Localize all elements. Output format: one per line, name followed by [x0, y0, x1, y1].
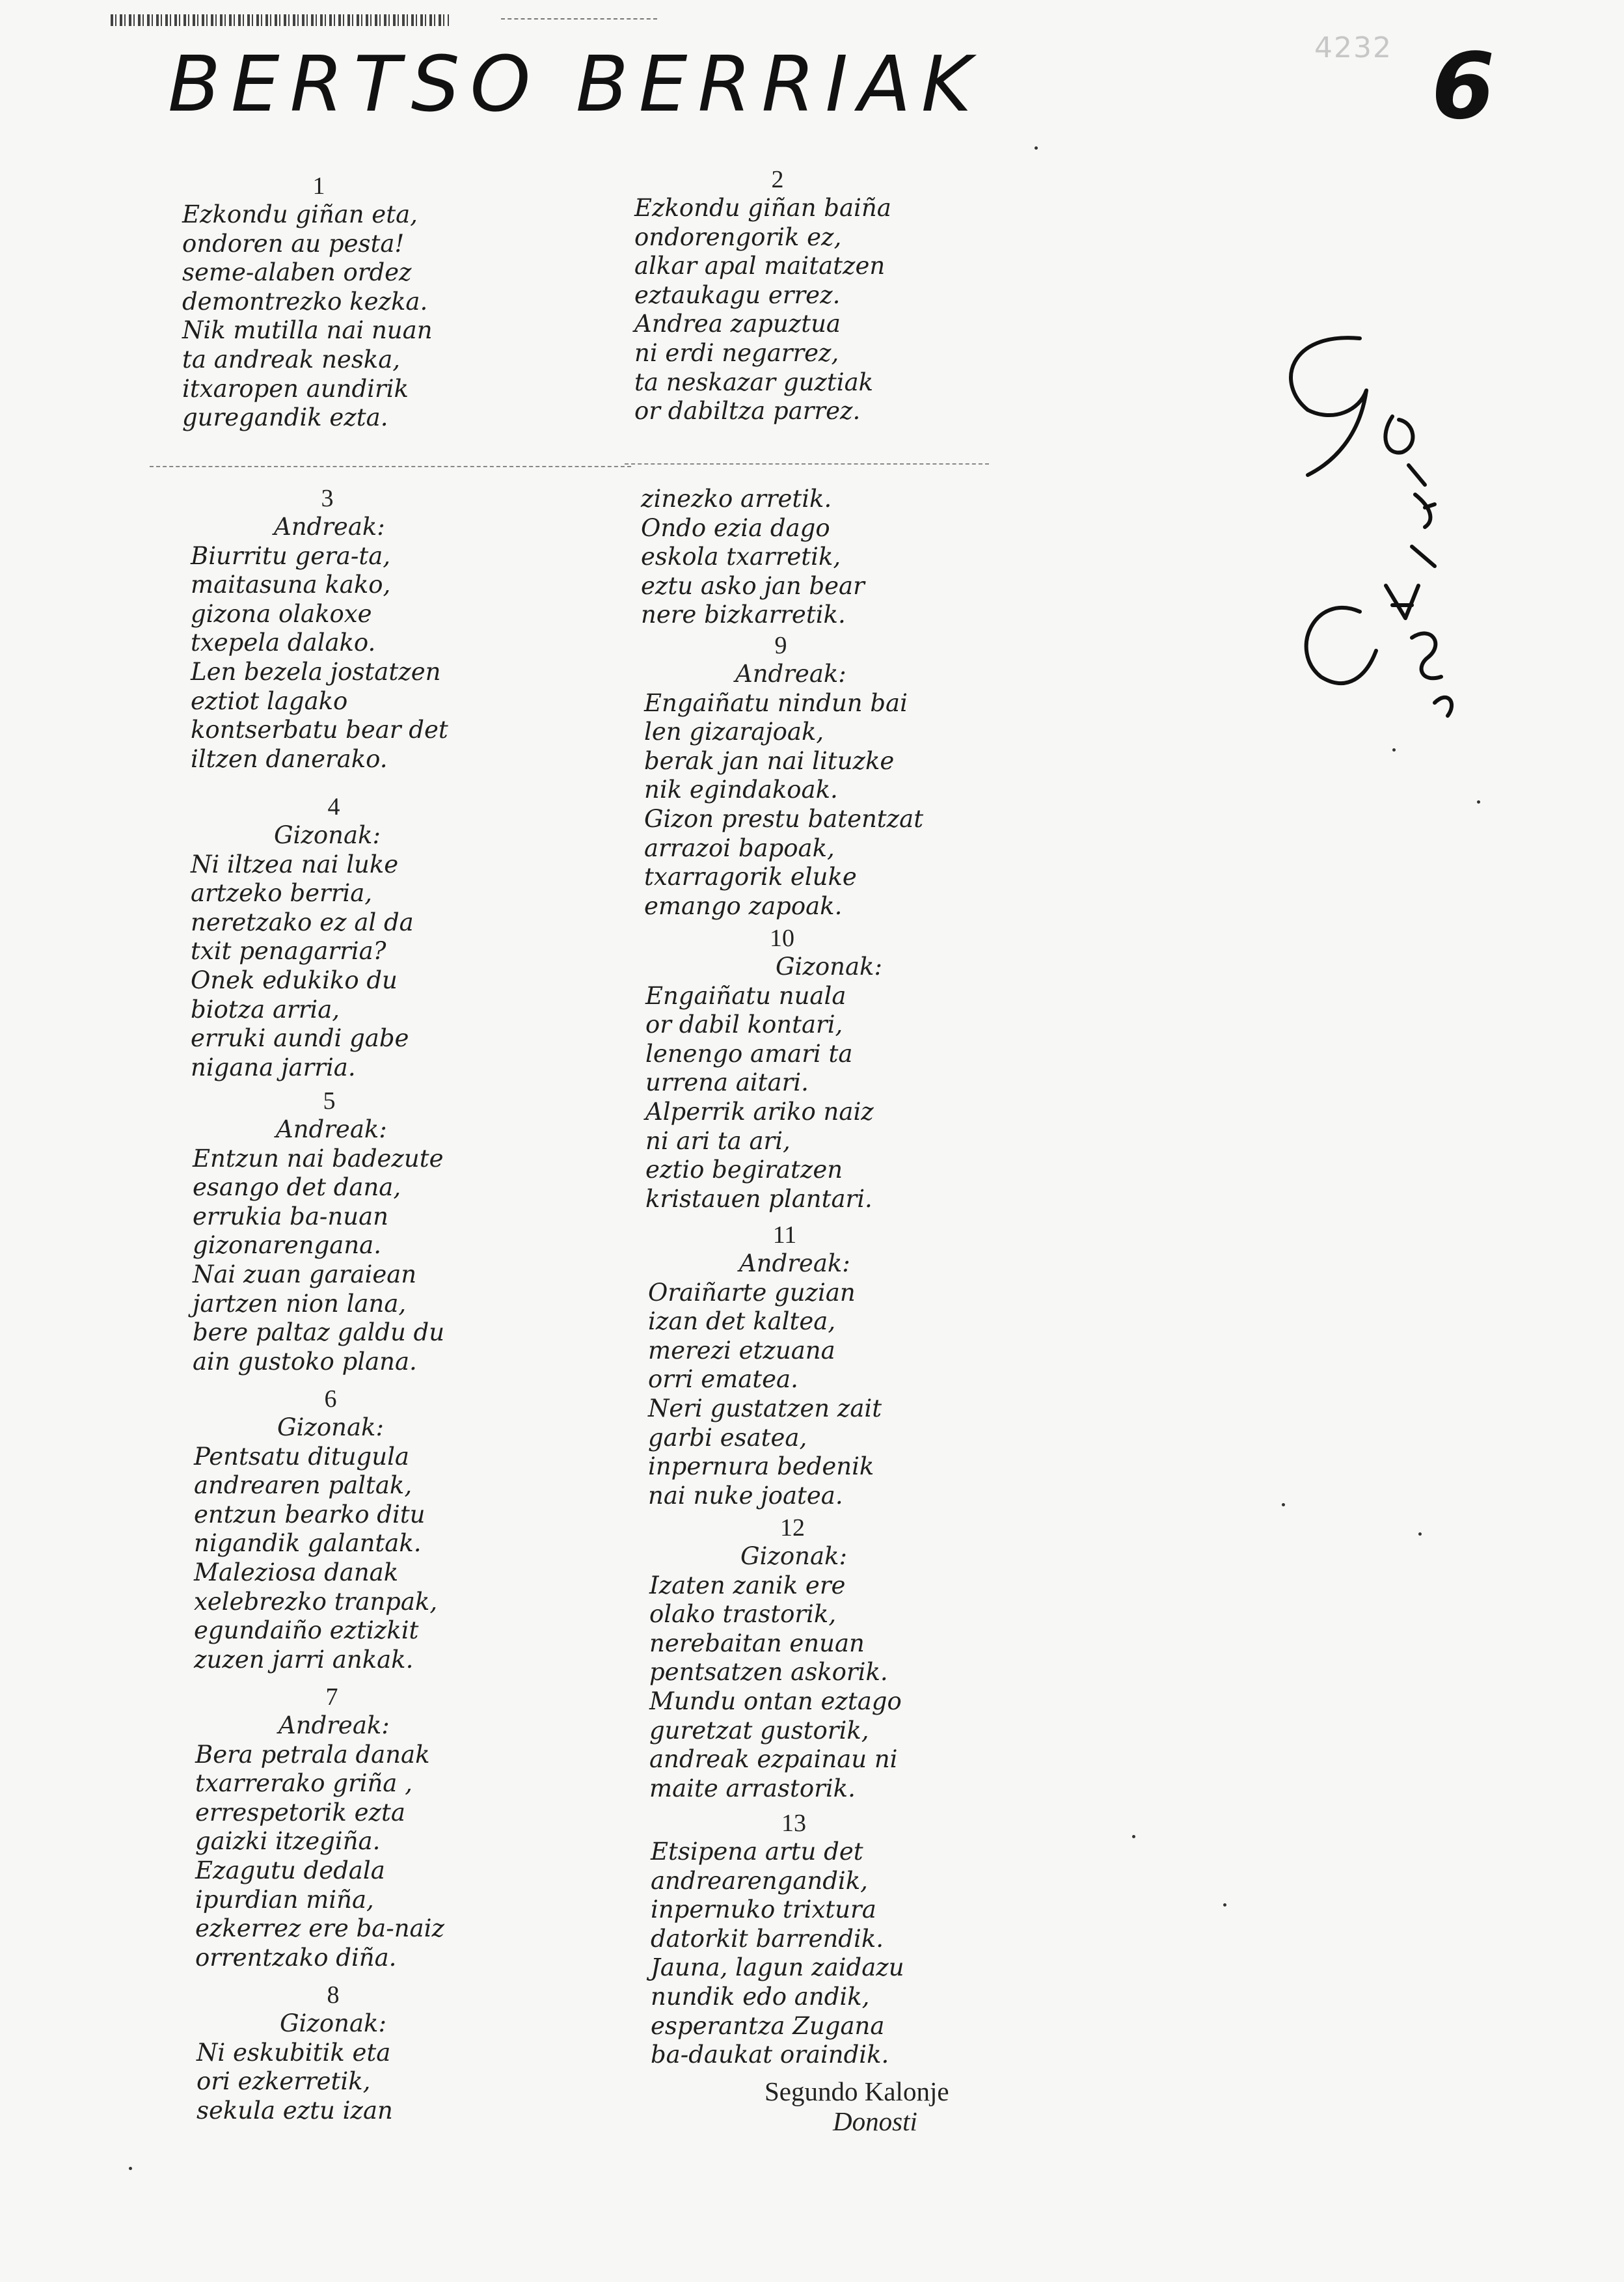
stanza-lines: [645, 982, 919, 1214]
verse-line: Pentsatu ditugula: [194, 1442, 409, 1471]
verse-line: sekula eztu izan: [196, 2096, 393, 2125]
stanza-number: 6: [324, 1385, 337, 1413]
verse-line: iltzen danerako.: [191, 744, 388, 773]
paper-speck: [1418, 1532, 1422, 1536]
paper-speck: [1223, 1903, 1226, 1907]
verse-line: nai nuke joatea.: [648, 1481, 843, 1510]
stanza-number: 13: [781, 1810, 806, 1837]
verse-line: Andrea zapuztua: [634, 310, 841, 338]
verse-line: txarragorik eluke: [644, 863, 857, 891]
stanza-number: 1: [312, 172, 325, 200]
verse-line: datorkit barrendik.: [651, 1924, 884, 1953]
verse-line: Onek edukiko du: [191, 966, 398, 994]
speaker-label: Gizonak:: [776, 953, 882, 981]
verse-line: maite arrastorik.: [649, 1774, 856, 1802]
verse-line: inpernuko trixtura: [651, 1895, 876, 1924]
verse-line: gaizki itzegiña.: [195, 1827, 381, 1856]
verse-line: biotza arria,: [191, 995, 340, 1024]
stanza-number: 11: [772, 1221, 797, 1249]
speaker-label: Gizonak:: [277, 1413, 384, 1441]
verse-line: eztu asko jan bear: [641, 571, 865, 600]
stanza-lines: [641, 485, 865, 630]
verse-line: erruki aundi gabe: [191, 1024, 409, 1053]
speaker-label: Andreak:: [739, 1249, 850, 1277]
speaker-label: Gizonak:: [280, 2009, 386, 2037]
stanza-lines: [648, 1279, 921, 1511]
verse-line: kristauen plantari.: [645, 1184, 873, 1213]
verse-line: Ezkondu giñan eta,: [182, 200, 418, 228]
verse-line: xelebrezko tranpak,: [194, 1587, 438, 1616]
verse-line: eztiot lagako: [191, 686, 348, 715]
verse-line: inpernura bedenik: [648, 1452, 874, 1481]
verse-line: Neri gustatzen zait: [648, 1394, 882, 1422]
verse-line: kontserbatu bear det: [191, 716, 448, 744]
verse-line: demontrezko kezka.: [182, 287, 428, 316]
verse-line: andreak ezpainau ni: [649, 1745, 898, 1774]
stanza-lines: [191, 850, 477, 1083]
verse-line: orrentzako diña.: [195, 1943, 397, 1972]
verse-line: merezi etzuana: [648, 1336, 835, 1365]
stanza-lines: [651, 1838, 937, 2070]
stanza-continuation: [641, 485, 865, 630]
verse-line: guregandik ezta.: [182, 403, 388, 432]
stanza-lines: [194, 1443, 467, 1675]
verse-line: errespetorik ezta: [195, 1798, 405, 1827]
speaker-label: Gizonak:: [274, 821, 381, 849]
verse-line: Ezagutu dedala: [195, 1856, 385, 1884]
verse-line: nundik edo andik,: [651, 1982, 870, 2011]
verse-line: itxaropen aundirik: [182, 374, 409, 403]
verse-line: garbi esatea,: [648, 1423, 807, 1452]
stanza: [182, 172, 455, 433]
verse-line: Nik mutilla nai nuan: [182, 316, 433, 345]
paper-speck: [1392, 748, 1396, 752]
verse-line: arrazoi bapoak,: [644, 834, 835, 862]
stanza-lines: [644, 689, 923, 921]
verse-line: Ezkondu giñan baiña: [634, 194, 891, 222]
stanza-number: 9: [774, 632, 787, 659]
verse-line: urrena aitari.: [645, 1068, 809, 1097]
top-dash-line: [501, 18, 657, 20]
verse-line: izan det kaltea,: [648, 1307, 836, 1336]
verse-line: gizonarengana.: [193, 1231, 381, 1260]
stanza: [195, 1683, 468, 1972]
verse-line: nigana jarria.: [191, 1053, 356, 1081]
verse-line: egundaiño eztizkit: [194, 1616, 419, 1645]
paper-speck: [1035, 146, 1038, 150]
verse-line: errukia ba-nuan: [193, 1202, 388, 1230]
verse-line: zuzen jarri ankak.: [194, 1645, 414, 1674]
verse-line: txit penagarria?: [191, 937, 386, 966]
verse-line: artzeko berria,: [191, 879, 373, 908]
verse-line: esango det dana,: [193, 1173, 401, 1202]
verse-line: olako trastorik,: [649, 1600, 837, 1629]
verse-line: Ni iltzea nai luke: [191, 850, 399, 878]
verse-line: Len bezela jostatzen: [191, 657, 441, 686]
stanza-number: 5: [323, 1087, 336, 1115]
verse-line: emango zapoak.: [644, 891, 843, 920]
verse-line: zinezko arretik.: [641, 485, 832, 513]
stanza-lines: [195, 1741, 468, 1973]
stanza-lines: [182, 200, 455, 433]
verse-line: len gizarajoak,: [644, 718, 824, 746]
stanza-number: 7: [325, 1683, 338, 1711]
verse-line: Ni eskubitik eta: [196, 2038, 391, 2067]
stanza-lines: [193, 1145, 466, 1377]
stanza: [644, 631, 923, 921]
barcode-strip: [111, 14, 449, 26]
verse-line: or dabil kontari,: [645, 1011, 843, 1039]
verse-line: ba-daukat oraindik.: [651, 2041, 889, 2069]
stanza-lines: [196, 2039, 470, 2126]
paper-speck: [1282, 1503, 1285, 1506]
verse-line: ta andreak neska,: [182, 345, 401, 374]
stanza: [193, 1087, 466, 1376]
verse-line: or dabiltza parrez.: [634, 397, 861, 426]
verse-line: neretzako ez al da: [191, 908, 414, 936]
author-signature: Segundo Kalonje: [765, 2076, 949, 2106]
separator-left: [150, 466, 631, 467]
stanza-number: 12: [780, 1514, 805, 1542]
verse-line: ain gustoko plana.: [193, 1347, 417, 1376]
stanza: [649, 1514, 936, 1803]
speaker-label: Andreak:: [735, 660, 846, 688]
verse-line: seme-alaben ordez: [182, 258, 412, 287]
verse-line: Alperrik ariko naiz: [645, 1097, 874, 1126]
verse-line: Mundu ontan eztago: [649, 1687, 902, 1715]
verse-line: Entzun nai badezute: [193, 1144, 444, 1173]
verse-line: Ondo ezia dago: [641, 513, 830, 542]
stanza-number: 2: [771, 166, 784, 193]
verse-line: berak jan nai lituzke: [644, 746, 895, 775]
page-number: 6: [1431, 34, 1495, 140]
stanza-number: 4: [327, 793, 340, 821]
verse-line: Oraiñarte guzian: [648, 1278, 856, 1307]
verse-line: ni ari ta ari,: [645, 1126, 791, 1155]
verse-line: orri ematea.: [648, 1365, 798, 1394]
paper-speck: [1132, 1835, 1135, 1838]
handwritten-note: [1262, 312, 1477, 768]
verse-line: gizona olakoxe: [191, 599, 372, 628]
verse-line: Etsipena artu det: [651, 1838, 863, 1866]
place-signature: Donosti: [833, 2106, 917, 2136]
stanza: [194, 1385, 467, 1674]
stanza: [196, 1981, 470, 2125]
verse-line: ezkerrez ere ba-naiz: [195, 1914, 444, 1943]
stanza: [645, 924, 919, 1214]
speaker-label: Andreak:: [274, 513, 385, 541]
verse-line: jartzen nion lana,: [193, 1289, 407, 1318]
verse-line: nik egindakoak.: [644, 776, 838, 804]
verse-line: lenengo amari ta: [645, 1039, 853, 1068]
archive-number: 4232: [1314, 31, 1392, 64]
verse-line: nere bizkarretik.: [641, 601, 846, 629]
stanza-number: 8: [327, 1981, 340, 2009]
paper-speck: [1477, 800, 1480, 804]
stanza-lines: [634, 194, 921, 426]
verse-line: ondorengorik ez,: [634, 223, 842, 251]
verse-line: ondoren au pesta!: [182, 229, 405, 258]
verse-line: eztio begiratzen: [645, 1156, 843, 1184]
verse-line: maitasuna kako,: [191, 571, 391, 599]
verse-line: nerebaitan enuan: [649, 1629, 865, 1657]
verse-line: Izaten zanik ere: [649, 1571, 846, 1599]
verse-line: Maleziosa danak: [194, 1558, 399, 1586]
verse-line: andrearen paltak,: [194, 1471, 413, 1500]
verse-line: txepela dalako.: [191, 629, 376, 657]
verse-line: esperantza Zugana: [651, 2011, 885, 2040]
verse-line: Gizon prestu batentzat: [644, 804, 924, 833]
verse-line: Engaiñatu nuala: [645, 981, 846, 1010]
verse-line: Engaiñatu nindun bai: [644, 688, 908, 717]
verse-line: alkar apal maitatzen: [634, 252, 886, 280]
verse-line: nigandik galantak.: [194, 1529, 422, 1558]
stanza: [648, 1221, 921, 1510]
speaker-label: Andreak:: [276, 1115, 387, 1143]
speaker-label: Gizonak:: [740, 1542, 847, 1570]
separator-right: [625, 463, 989, 465]
verse-line: Nai zuan garaiean: [193, 1260, 417, 1288]
stanza-number: 3: [321, 485, 334, 512]
verse-line: guretzat gustorik,: [649, 1716, 869, 1745]
page-title: BERTSO BERRIAK: [168, 39, 982, 129]
verse-line: pentsatzen askorik.: [649, 1658, 888, 1687]
verse-line: andrearengandik,: [651, 1866, 868, 1895]
verse-line: Bera petrala danak: [195, 1740, 430, 1769]
speaker-label: Andreak:: [278, 1711, 390, 1739]
stanza: [191, 793, 477, 1082]
stanza-number: 10: [770, 925, 794, 952]
verse-line: entzun bearko ditu: [194, 1500, 426, 1528]
stanza-lines: [649, 1571, 936, 1804]
stanza: [651, 1809, 937, 2070]
verse-line: txarrerako griña ,: [195, 1769, 413, 1798]
stanza: [191, 484, 464, 774]
verse-line: ni erdi negarrez,: [634, 338, 839, 367]
verse-line: ta neskazar guztiak: [634, 368, 874, 396]
verse-line: bere paltaz galdu du: [193, 1318, 445, 1347]
verse-line: ori ezkerretik,: [196, 2067, 371, 2096]
paper-speck: [129, 2167, 132, 2170]
verse-line: eskola txarretik,: [641, 543, 841, 571]
verse-line: ipurdian miña,: [195, 1885, 374, 1914]
verse-line: Biurritu gera-ta,: [191, 541, 391, 570]
verse-line: Jauna, lagun zaidazu: [651, 1953, 904, 1982]
stanza-lines: [191, 542, 464, 774]
stanza: [634, 165, 921, 426]
verse-line: eztaukagu errez.: [634, 280, 841, 309]
